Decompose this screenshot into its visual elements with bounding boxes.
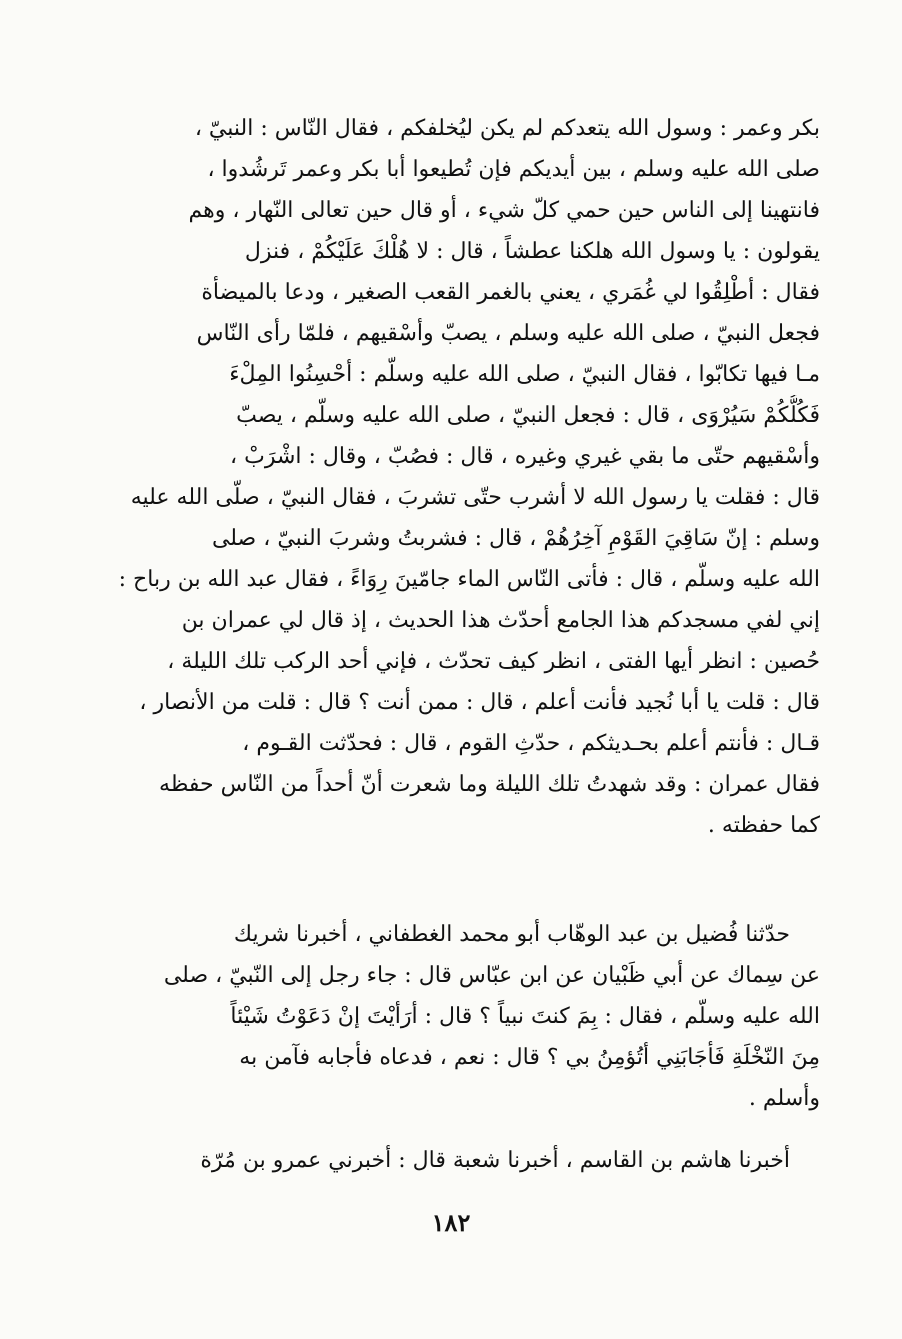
text-line: الله عليه وسلّم ، قال : فأتى النّاس الماء جامّينَ رِوَاءً ، فقال عبد الله بن رباح : [118, 567, 820, 592]
text-line: قال : فقلت يا رسول الله لا أشرب حتّى تشربَ ، فقال النبيّ ، صلّى الله عليه [130, 485, 820, 510]
text-line: فقال عمران : وقد شهدتُ تلك الليلة وما شعرت أنّ أحداً من النّاس حفظه [159, 772, 820, 797]
text-line: فانتهينا إلى الناس حين حمي كلّ شيء ، أو قال حين تعالى النّهار ، وهم [188, 198, 820, 223]
text-line: كما حفظته . [707, 813, 820, 838]
text-line: بكر وعمر : وسول الله يتعدكم لم يكن ليُخلفكم ، فقال النّاس : النبيّ ، [194, 116, 820, 141]
text-line: فَكُلُّكُمْ سَيُرْوَى ، قال : فجعل النبيّ ، صلى الله عليه وسلّم ، يصبّ [236, 403, 820, 428]
text-line: وسلم : إنّ سَاقِيَ القَوْمِ آخِرُهُمْ ، قال : فشربتُ وشربَ النبيّ ، صلى [211, 526, 820, 551]
text-line: مِنَ النّخْلَةِ فَأجَابَنِي أتُؤمِنُ بي ؟ قال : نعم ، فدعاه فأجابه فآمن به [239, 1045, 820, 1070]
text-line: قال : قلت يا أبا نُجيد فأنت أعلم ، قال : ممن أنت ؟ قال : قلت من الأنصار ، [139, 690, 820, 715]
page-number: ١٨٢ [431, 1208, 471, 1237]
text-line: إني لفي مسجدكم هذا الجامع أحدّث هذا الحديث ، إذ قال لي عمران بن [181, 608, 820, 633]
paragraph-1 [100, 108, 820, 846]
text-line: وأسْقيهم حتّى ما بقي غيري وغيره ، قال : فصُبّ ، وقال : اشْرَبْ ، [230, 444, 820, 469]
text-line: فجعل النبيّ ، صلى الله عليه وسلم ، يصبّ وأسْقيهم ، فلمّا رأى النّاس [196, 321, 820, 346]
text-line: عن سِماك عن أبي ظَبْيان عن ابن عبّاس قال : جاء رجل إلى النّبيّ ، صلى [163, 963, 820, 988]
text-line: فقال : أطْلِقُوا لي غُمَري ، يعني بالغمر القعب الصغير ، ودعا بالميضأة [201, 280, 820, 305]
text-line: حدّثنا فُضيل بن عبد الوهّاب أبو محمد الغطفاني ، أخبرنا شريك [233, 922, 790, 947]
text-line: الله عليه وسلّم ، فقال : بِمَ كنتَ نبياً ؟ قال : أرَأيْتَ إنْ دَعَوْتُ شَيْئاً [230, 1004, 820, 1029]
text-line: صلى الله عليه وسلم ، بين أيديكم فإن تُطيعوا أبا بكر وعمر تَرشُدوا ، [207, 157, 820, 182]
text-line: وأسلم . [748, 1086, 820, 1111]
paragraph-2 [100, 914, 820, 1119]
text-line: مـا فيها تكابّوا ، فقال النبيّ ، صلى الله عليه وسلّم : أحْسِنُوا المِلْءَ [229, 362, 820, 387]
text-line: حُصين : انظر أيها الفتى ، انظر كيف تحدّث ، فإني أحد الركب تلك الليلة ، [167, 649, 820, 674]
text-line: قـال : فأنتم أعلم بحـديثكم ، حدّثِ القوم ، قال : فحدّثت القـوم ، [242, 731, 820, 756]
paragraph-3 [100, 1140, 820, 1181]
text-line: يقولون : يا وسول الله هلكنا عطشاً ، قال : لا هُلْكَ عَلَيْكُمْ ، فنزل [244, 239, 820, 264]
text-line: أخبرنا هاشم بن القاسم ، أخبرنا شعبة قال : أخبرني عمرو بن مُرّة [200, 1148, 790, 1173]
